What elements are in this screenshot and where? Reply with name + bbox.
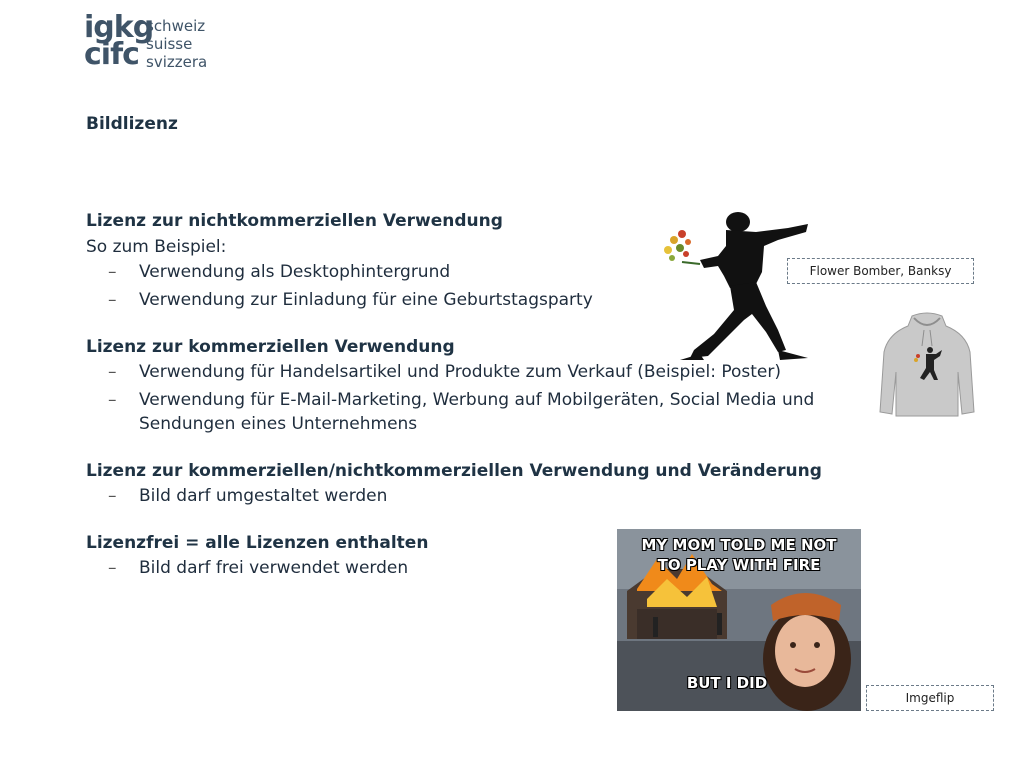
logo-mark-bottom: cifc — [84, 37, 139, 72]
bullet-list-commercial — [86, 360, 946, 436]
section-intro: So zum Beispiel: — [86, 237, 227, 257]
bullet-dash: – — [108, 558, 117, 578]
list-item-text: Bild darf umgestaltet werden — [139, 486, 388, 506]
meme-top-text — [617, 535, 861, 575]
logo-language-fr: suisse — [146, 35, 193, 53]
section-heading-noncommercial: Lizenz zur nichtkommerziellen Verwendung — [86, 211, 503, 231]
section-heading-license-free: Lizenzfrei = alle Lizenzen enthalten — [86, 533, 429, 553]
hoodie-product-image — [878, 312, 976, 420]
bullet-dash: – — [108, 290, 117, 310]
slide-title: Bildlizenz — [86, 114, 178, 134]
meme-top-line-2: TO PLAY WITH FIRE — [657, 556, 821, 574]
list-item-text: Bild darf frei verwendet werden — [139, 558, 409, 578]
logo-mark-top: igkg — [84, 10, 154, 45]
igkg-cifc-logo — [84, 10, 214, 74]
caption-meme: Imgeflip — [866, 685, 994, 711]
list-item — [86, 484, 946, 508]
list-item — [86, 288, 946, 312]
list-item — [86, 360, 946, 384]
logo-language-de: schweiz — [146, 17, 206, 35]
list-item-text: Verwendung zur Einladung für eine Geburtstagsparty — [139, 290, 593, 310]
list-item — [86, 388, 869, 436]
meme-top-line-1: MY MOM TOLD ME NOT — [641, 536, 837, 554]
flower-bomber-image — [660, 210, 810, 362]
logo-language-it: svizzera — [146, 53, 208, 71]
bullet-list-modification — [86, 484, 946, 508]
list-item-text: Verwendung für E-Mail-Marketing, Werbung auf Mobilgeräten, Social Media und Sendungen eines Unternehmens — [139, 390, 815, 434]
bullet-dash: – — [108, 486, 117, 506]
bullet-dash: – — [108, 362, 117, 382]
bullet-dash: – — [108, 262, 117, 282]
bullet-dash: – — [108, 390, 117, 410]
meme-bottom-text: BUT I DID — [686, 674, 768, 692]
meme-image — [617, 529, 861, 711]
section-heading-modification: Lizenz zur kommerziellen/nichtkommerziellen Verwendung und Veränderung — [86, 461, 822, 481]
list-item-text: Verwendung als Desktophintergrund — [139, 262, 451, 282]
section-heading-commercial: Lizenz zur kommerziellen Verwendung — [86, 337, 455, 357]
caption-banksy: Flower Bomber, Banksy — [787, 258, 974, 284]
list-item-text: Verwendung für Handelsartikel und Produkte zum Verkauf (Beispiel: Poster) — [139, 362, 782, 382]
